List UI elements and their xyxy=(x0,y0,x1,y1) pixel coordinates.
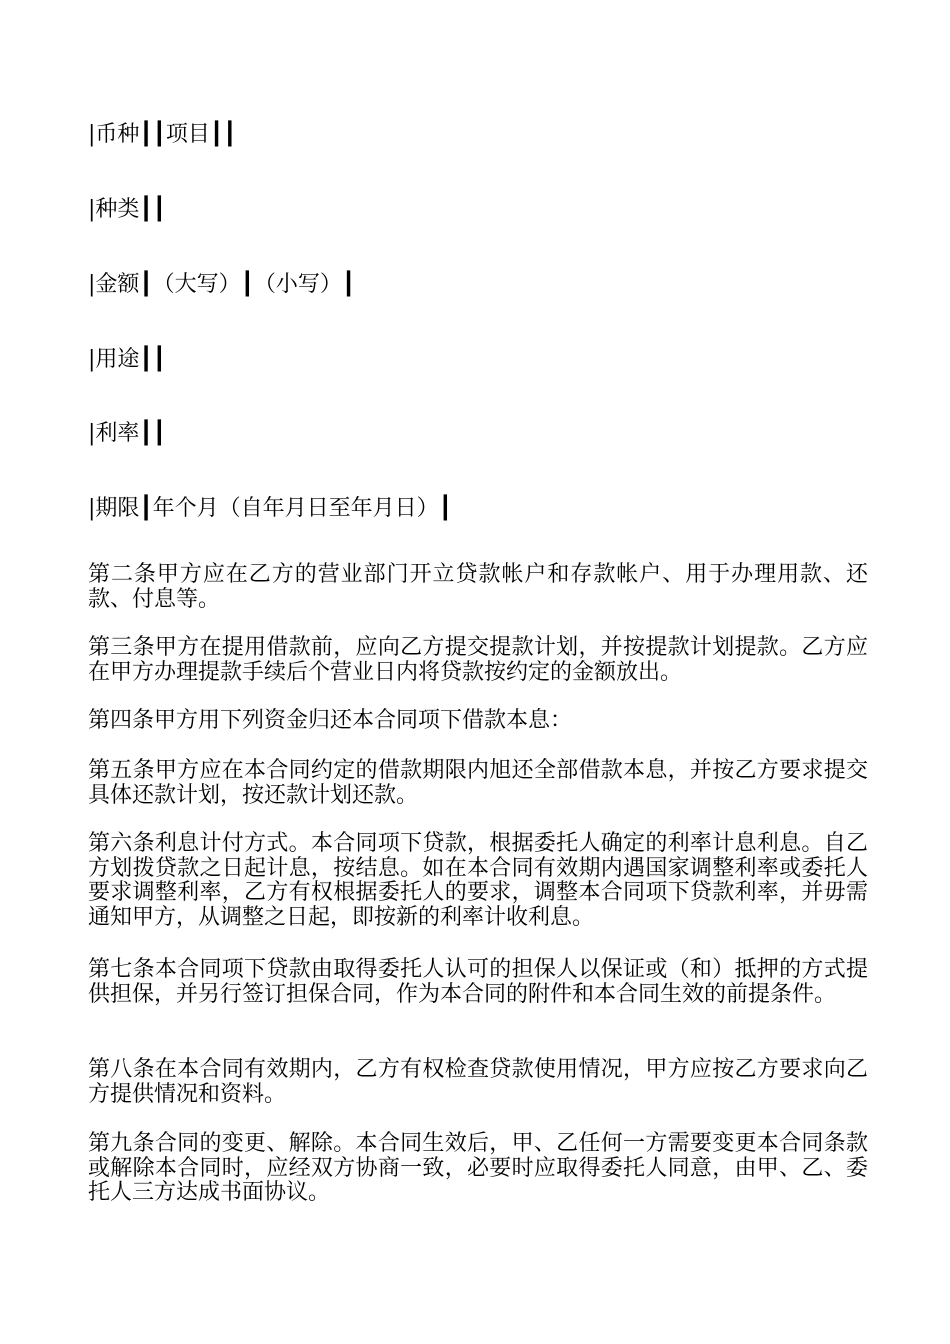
article-8: 第八条在本合同有效期内，乙方有权检查贷款使用情况，甲方应按乙方要求向乙方提供情况和资料。 xyxy=(88,1057,868,1107)
table-row-purpose: |用途┃┃ xyxy=(88,347,166,372)
table-row-rate: |利率┃┃ xyxy=(88,421,166,446)
article-2: 第二条甲方应在乙方的营业部门开立贷款帐户和存款帐户、用于办理用款、还款、付息等。 xyxy=(88,562,868,612)
article-4: 第四条甲方用下列资金归还本合同项下借款本息： xyxy=(88,708,573,733)
table-row-currency: |币种┃┃项目┃┃ xyxy=(88,122,237,147)
article-7: 第七条本合同项下贷款由取得委托人认可的担保人以保证或（和）抵押的方式提供担保，并另行签订担保合同，作为本合同的附件和本合同生效的前提条件。 xyxy=(88,957,868,1007)
table-row-amount: |金额┃（大写）┃（小写）┃ xyxy=(88,272,356,297)
table-row-type: |种类┃┃ xyxy=(88,197,166,222)
table-row-term: |期限┃年个月（自年月日至年月日）┃ xyxy=(88,496,452,521)
article-6: 第六条利息计付方式。本合同项下贷款，根据委托人确定的利率计息利息。自乙方划拨贷款之日起计息，按结息。如在本合同有效期内遇国家调整利率或委托人要求调整利率，乙方有权根据委托人的要求，调整本合同项下贷款利率，并毋需通知甲方，从调整之日起，即按新的利率计收利息。 xyxy=(88,831,868,930)
article-9: 第九条合同的变更、解除。本合同生效后，甲、乙任何一方需要变更本合同条款或解除本合同时，应经双方协商一致，必要时应取得委托人同意，由甲、乙、委托人三方达成书面协议。 xyxy=(88,1131,868,1205)
article-5: 第五条甲方应在本合同约定的借款期限内旭还全部借款本息，并按乙方要求提交具体还款计划，按还款计划还款。 xyxy=(88,758,868,808)
article-3: 第三条甲方在提用借款前，应向乙方提交提款计划，并按提款计划提款。乙方应在甲方办理提款手续后个营业日内将贷款按约定的金额放出。 xyxy=(88,635,868,685)
